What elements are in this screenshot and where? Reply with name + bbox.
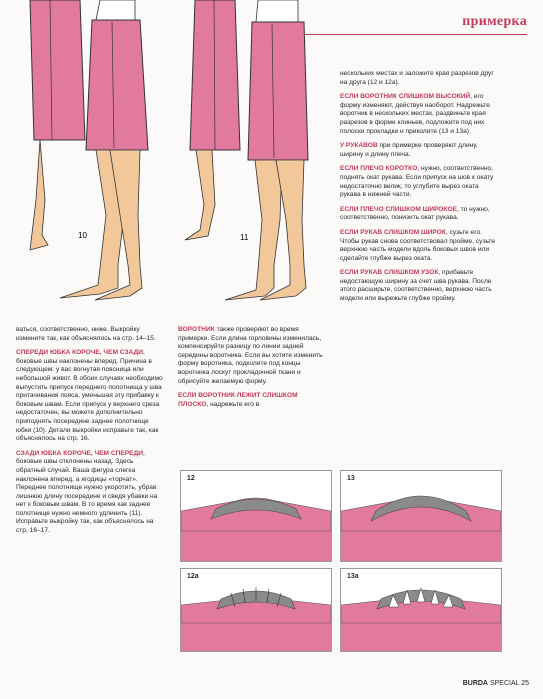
col3-heading5: ЕСЛИ РУКАВ СЛИШКОМ ШИРОК xyxy=(340,228,446,236)
col2-para2 xyxy=(178,392,328,409)
figure-b xyxy=(185,0,240,240)
column-1 xyxy=(16,326,164,542)
col3-para1 xyxy=(340,93,500,136)
column-2 xyxy=(178,326,328,415)
col1-para2 xyxy=(16,349,164,444)
figure-a xyxy=(30,0,85,250)
col1-heading2: СПЕРЕДИ ЮБКА КОРОЧЕ, ЧЕМ СЗАДИ xyxy=(16,349,144,357)
col3-heading6: ЕСЛИ РУКАВ СЛИШКОМ УЗОК xyxy=(340,269,439,277)
col3-text5: , сузьте его. Чтобы рукав снова соответствовал пройме, сузьте верхнюю часть модели вдоль боковых швов или сделайте глубже вырез оката. xyxy=(340,228,496,262)
col1-para3 xyxy=(16,450,164,536)
col3-heading2: У РУКАВОВ xyxy=(340,142,378,150)
page-footer xyxy=(463,680,529,687)
col3-para2 xyxy=(340,142,500,159)
section-title: примерка xyxy=(462,14,527,29)
col3-para4 xyxy=(340,206,500,223)
col1-text2: , боковые швы наклонены вперед. Причина в следующем: у вас вогнутая поясница или небольшой живот. В обоих случаях необходимо выпустить припуск переднего полотнища у шва притачивания пояса, уменьшая эту прибавку к боковым швам. Если припуск у верхнего среза недостаточен, вы можете дополнительно приподнять посередине заднее полотнище юбки (10). Детали выкройки исправьте так, как объяснялось на стр. 16. xyxy=(16,349,163,443)
figure-12 xyxy=(180,470,332,562)
col3-heading3: ЕСЛИ ПЛЕЧО КОРОТКО xyxy=(340,165,418,173)
col2-text1: также проверяют во время примерки. Если длина горловины изменилась, компенсируйте разницу по линии задней середины воротника. Если вы хотите изменить форму воротника, подколите под концы воротника лоскут прокладочной ткани и обрисуйте желаемую форму. xyxy=(178,326,323,385)
col1-para1: ваться, соответственно, ниже. Выкройку измените так, как объяснялось на стр. 14–15. xyxy=(16,326,156,342)
col3-para3 xyxy=(340,165,500,199)
figure-11-label: 11 xyxy=(240,233,249,242)
col3-text6: , прибавьте недостающую ширину за счет шва рукава. После этого расширьте, соответственно, верхнюю часть модели или вырежьте глубже пройму. xyxy=(340,269,492,303)
header-rule xyxy=(300,34,527,35)
col3-para5 xyxy=(340,229,500,263)
col3-heading4: ЕСЛИ ПЛЕЧО СЛИШКОМ ШИРОКОЕ xyxy=(340,205,457,213)
figure-13a xyxy=(340,568,502,652)
figure-12-label: 12 xyxy=(187,475,195,482)
figure-12a-label: 12a xyxy=(187,573,199,580)
col3-text2: при примерке проверяют длину, ширину и длину плеча. xyxy=(340,142,478,158)
col2-para1 xyxy=(178,326,328,386)
col3-para6 xyxy=(340,269,500,303)
figure-10-label: 10 xyxy=(78,231,87,240)
col3-para0: нескольких местах и заложите края разрезов друг на друга (12 и 12а). xyxy=(340,70,494,86)
col1-heading3: СЗАДИ ЮБКА КОРОЧЕ, ЧЕМ СПЕРЕДИ xyxy=(16,449,144,457)
footer-special: SPECIAL xyxy=(489,680,520,687)
col3-heading1: ЕСЛИ ВОРОТНИК СЛИШКОМ ВЫСОКИЙ xyxy=(340,93,471,101)
figure-12a xyxy=(180,568,332,652)
col3-text3: , нужно, соответственно, поднять окат рукава. Если припуск на шов к окату недостаточно велик, то углубите вырез оката рукава в нижней части. xyxy=(340,165,494,199)
col2-heading2: ЕСЛИ ВОРОТНИК ЛЕЖИТ СЛИШКОМ ПЛОСКО xyxy=(178,392,298,408)
col3-text4: , то нужно, соответственно, понизить окат рукава. xyxy=(340,205,490,222)
page-number: 25 xyxy=(521,680,529,687)
col2-text2: , надрежьте его в xyxy=(206,400,260,408)
figure-13-label: 13 xyxy=(347,475,355,482)
footer-brand: BURDA xyxy=(462,680,488,687)
column-3 xyxy=(340,70,500,310)
col3-text1: , его форму изменяют, действуя наоборот. Надрежьте воротник в нескольких местах, раздвиньте края разрезов в форме клиньев, подложите под них полоски прокладки и приколите (13 и 13а). xyxy=(340,93,490,135)
figure-13 xyxy=(340,470,502,562)
skirt-illustrations xyxy=(0,0,325,315)
col2-heading1: ВОРОТНИК xyxy=(178,326,215,333)
figure-13a-label: 13a xyxy=(347,573,359,580)
col1-text3: , боковые швы отклонены назад. Здесь обратный случай. Ваша фигура слегка наклонена вперед, а ягодицы «торчат». Переднее полотнище нужно укоротить, убрав лишнюю длину посередине и сведя убавки на нет к боковым швам. В то время как заднее полотнище нужно немного удлинить (11). Исправьте выкройку так, как объяснялось на стр. 16–17. xyxy=(16,449,158,535)
